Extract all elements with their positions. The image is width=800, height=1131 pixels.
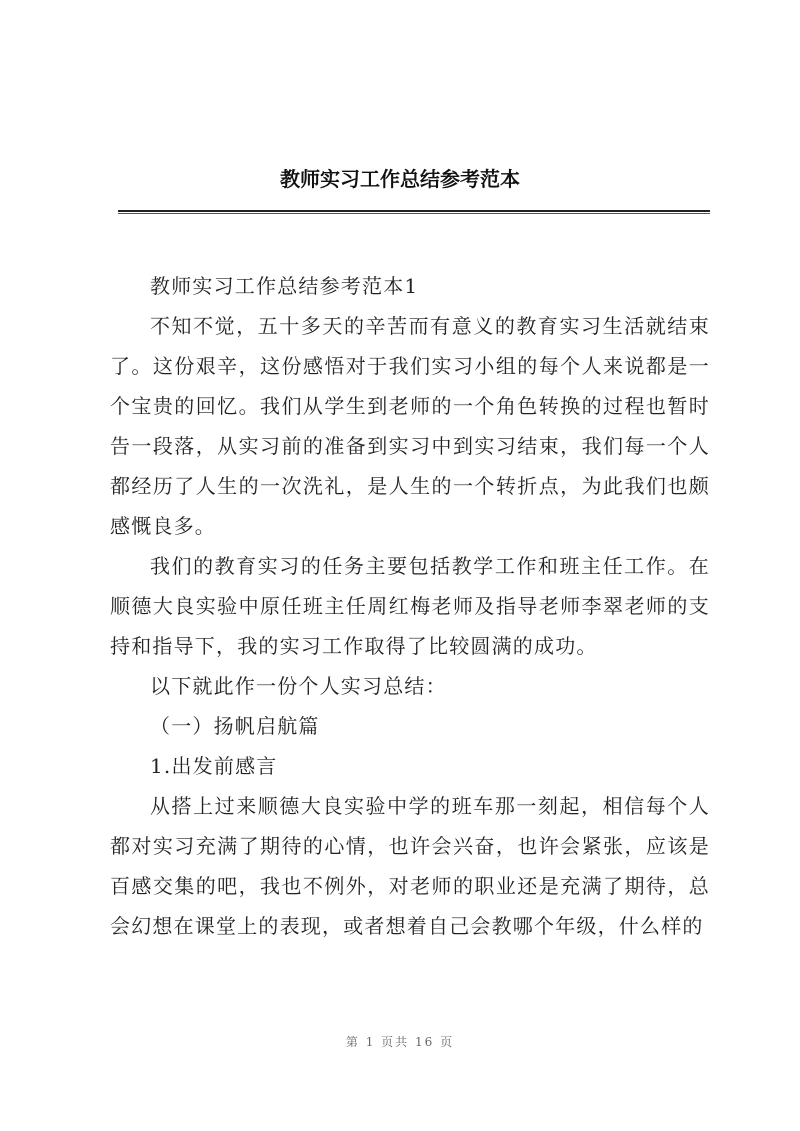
subsection-heading: （一）扬帆启航篇 bbox=[150, 714, 320, 738]
page-title: 教师实习工作总结参考范本 bbox=[280, 167, 520, 191]
body-paragraph: 我们的教育实习的任务主要包括教学工作和班主任工作。在顺德大良实验中原任班主任周红梅老师及指导老师李翠老师的支持和指导下，我的实习工作取得了比较圆满的成功。 bbox=[110, 554, 710, 658]
title-divider bbox=[118, 210, 710, 214]
subsection-heading: 1.出发前感言 bbox=[150, 754, 278, 778]
body-paragraph: 以下就此作一份个人实习总结： bbox=[150, 674, 447, 698]
body-paragraph: 不知不觉，五十多天的辛苦而有意义的教育实习生活就结束了。这份艰辛，这份感悟对于我们实习小组的每个人来说都是一个宝贵的回忆。我们从学生到老师的一个角色转换的过程也暂时告一段落，从实习前的准备到实习中到实习结束，我们每一个人都经历了人生的一次洗礼，是人生的一个转折点，为此我们也颇感慨良多。 bbox=[110, 314, 710, 538]
document-body bbox=[110, 266, 710, 946]
page-number: 第 1 页共 16 页 bbox=[345, 1035, 455, 1049]
section-heading: 教师实习工作总结参考范本1 bbox=[150, 274, 419, 298]
body-paragraph: 从搭上过来顺德大良实验中学的班车那一刻起，相信每个人都对实习充满了期待的心情，也许会兴奋，也许会紧张，应该是百感交集的吧，我也不例外，对老师的职业还是充满了期待，总会幻想在课堂上的表现，或者想着自己会教哪个年级，什么样的 bbox=[110, 794, 710, 938]
